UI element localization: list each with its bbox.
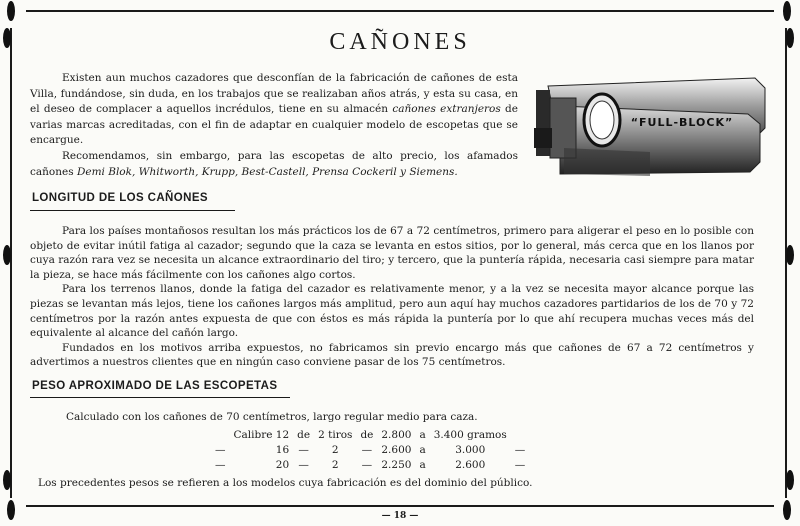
weight-cell-tiros: 2 (331, 443, 339, 456)
weight-table (210, 427, 530, 474)
page-number: — 18 — (381, 511, 419, 521)
intro-text (30, 71, 518, 180)
weight-cell-prefix (212, 429, 229, 442)
weight-cell-tail: — (514, 458, 526, 471)
top-border (26, 10, 774, 12)
weight-cell-de: de (297, 428, 311, 441)
left-border (10, 28, 12, 498)
paragraph: Fundados en los motivos arriba expuestos, no fabricamos sin previo encargo más que cañones de 67 a 72 centímetros y advertimos a nuestros clientes que en ningún caso conviene pasar de los 75 centímetros. (30, 341, 754, 369)
weight-cell-tiros: 2 tiros (318, 428, 353, 441)
weight-intro: Calculado con los cañones de 70 centímetros, largo regular medio para caza. (66, 411, 478, 423)
paragraph: Para los terrenos llanos, donde la fatiga del cazador es relativamente menor, y a la vez se necesita mayor alcance porque las piezas se levantan más lejos, tiene los cañones largos más amplitud, pero aun aquí hay muchos cazadores partidarios de los de 70 y 72 centímetros por la razón antes expuesta de que con éstos es más rápida la puntería por lo que ahí recupera muchas veces más del equivalente al alcance del cañón largo. (30, 283, 754, 340)
weight-row (212, 444, 528, 457)
intro-paragraph (30, 149, 518, 180)
weight-cell-a: a (419, 443, 426, 456)
weight-cell-a: a (419, 458, 426, 471)
weight-cell-prefix: — (215, 443, 226, 456)
heading-underline (30, 397, 290, 398)
paragraph: Para los países montañosos resultan los más prácticos los de 67 a 72 centímetros, primero para aligerar el peso en lo posible con objeto de evitar inútil fatiga al cazador; segundo que la caza se levanta en estos sitios, por lo general, más cerca que en los llanos por cuya razón rara vez se necesita un alcance extraordinario del tiro; y tercero, que la puntería rápida, necesaria casi siempre para matar la pieza, se hace más fácilmente con los cañones algo cortos. (30, 225, 754, 281)
section-weight-body (30, 410, 754, 490)
bottom-border (26, 505, 774, 507)
barrel-label: “FULL-BLOCK” (630, 116, 734, 129)
barrel-illustration (530, 76, 770, 178)
weight-cell-de: — (298, 443, 309, 456)
side-ornament (3, 245, 11, 265)
weight-cell-tail: — (514, 443, 526, 456)
weight-cell-low: 2.800 (381, 428, 412, 441)
weight-cell-a: a (419, 428, 426, 441)
weight-cell-de: — (298, 458, 309, 471)
weight-cell-de2: — (361, 458, 373, 471)
section-length-body (30, 224, 754, 370)
side-ornament (786, 245, 794, 265)
page-title: CAÑONES (329, 29, 471, 55)
section-heading-weight: PESO APROXIMADO DE LAS ESCOPETAS (32, 380, 278, 392)
corner-ornament (7, 1, 15, 21)
side-ornament (3, 470, 11, 490)
weight-cell-high: 2.600 (455, 458, 486, 471)
weight-cell-de2: — (361, 443, 373, 456)
corner-ornament (783, 1, 791, 21)
weight-cell-high: 3.400 gramos (433, 428, 507, 441)
weight-cell-tail (512, 429, 529, 442)
heading-underline (30, 210, 235, 211)
weight-cell-low: 2.600 (381, 443, 412, 456)
weight-cell-high: 3.000 (455, 443, 486, 456)
intro-paragraph (30, 71, 518, 149)
side-ornament (786, 470, 794, 490)
weight-cell-tiros: 2 (331, 458, 339, 471)
weight-cell-calibre: 16 (275, 443, 290, 456)
section-heading-length: LONGITUD DE LOS CAÑONES (32, 192, 208, 204)
intro-text-1-end: de varias marcas acreditadas, con el fin de adaptar en cualquier modelo de escopetas que se encargue. (30, 103, 518, 147)
weight-cell-calibre: 20 (275, 458, 290, 471)
weight-footer: Los precedentes pesos se refieren a los modelos cuya fabricación es del dominio del público. (38, 476, 533, 489)
weight-cell-low: 2.250 (381, 458, 412, 471)
weight-cell-prefix: — (215, 458, 226, 471)
intro-emphasis-2: Demi Blok, Whitworth, Krupp, Best-Castell, Prensa Cockeril y Siemens. (76, 165, 458, 178)
weight-cell-calibre: Calibre 12 (233, 428, 290, 441)
weight-cell-de2: de (360, 428, 374, 441)
intro-emphasis-1: cañones extranjeros (392, 103, 501, 116)
weight-row (212, 429, 528, 442)
intro-text-2: Recomendamos, sin embargo, para las escopetas de alto precio, los afamados cañones (30, 149, 518, 178)
intro-text-1: Existen aun muchos cazadores que desconfían de la fabricación de cañones de esta Villa, fundándose, sin duda, en los trabajos que se realizaban años atrás, y esta su casa, en el deseo de complacer a aquellos incrédulos, tiene en su almacén (30, 72, 518, 116)
weight-row (212, 459, 528, 472)
